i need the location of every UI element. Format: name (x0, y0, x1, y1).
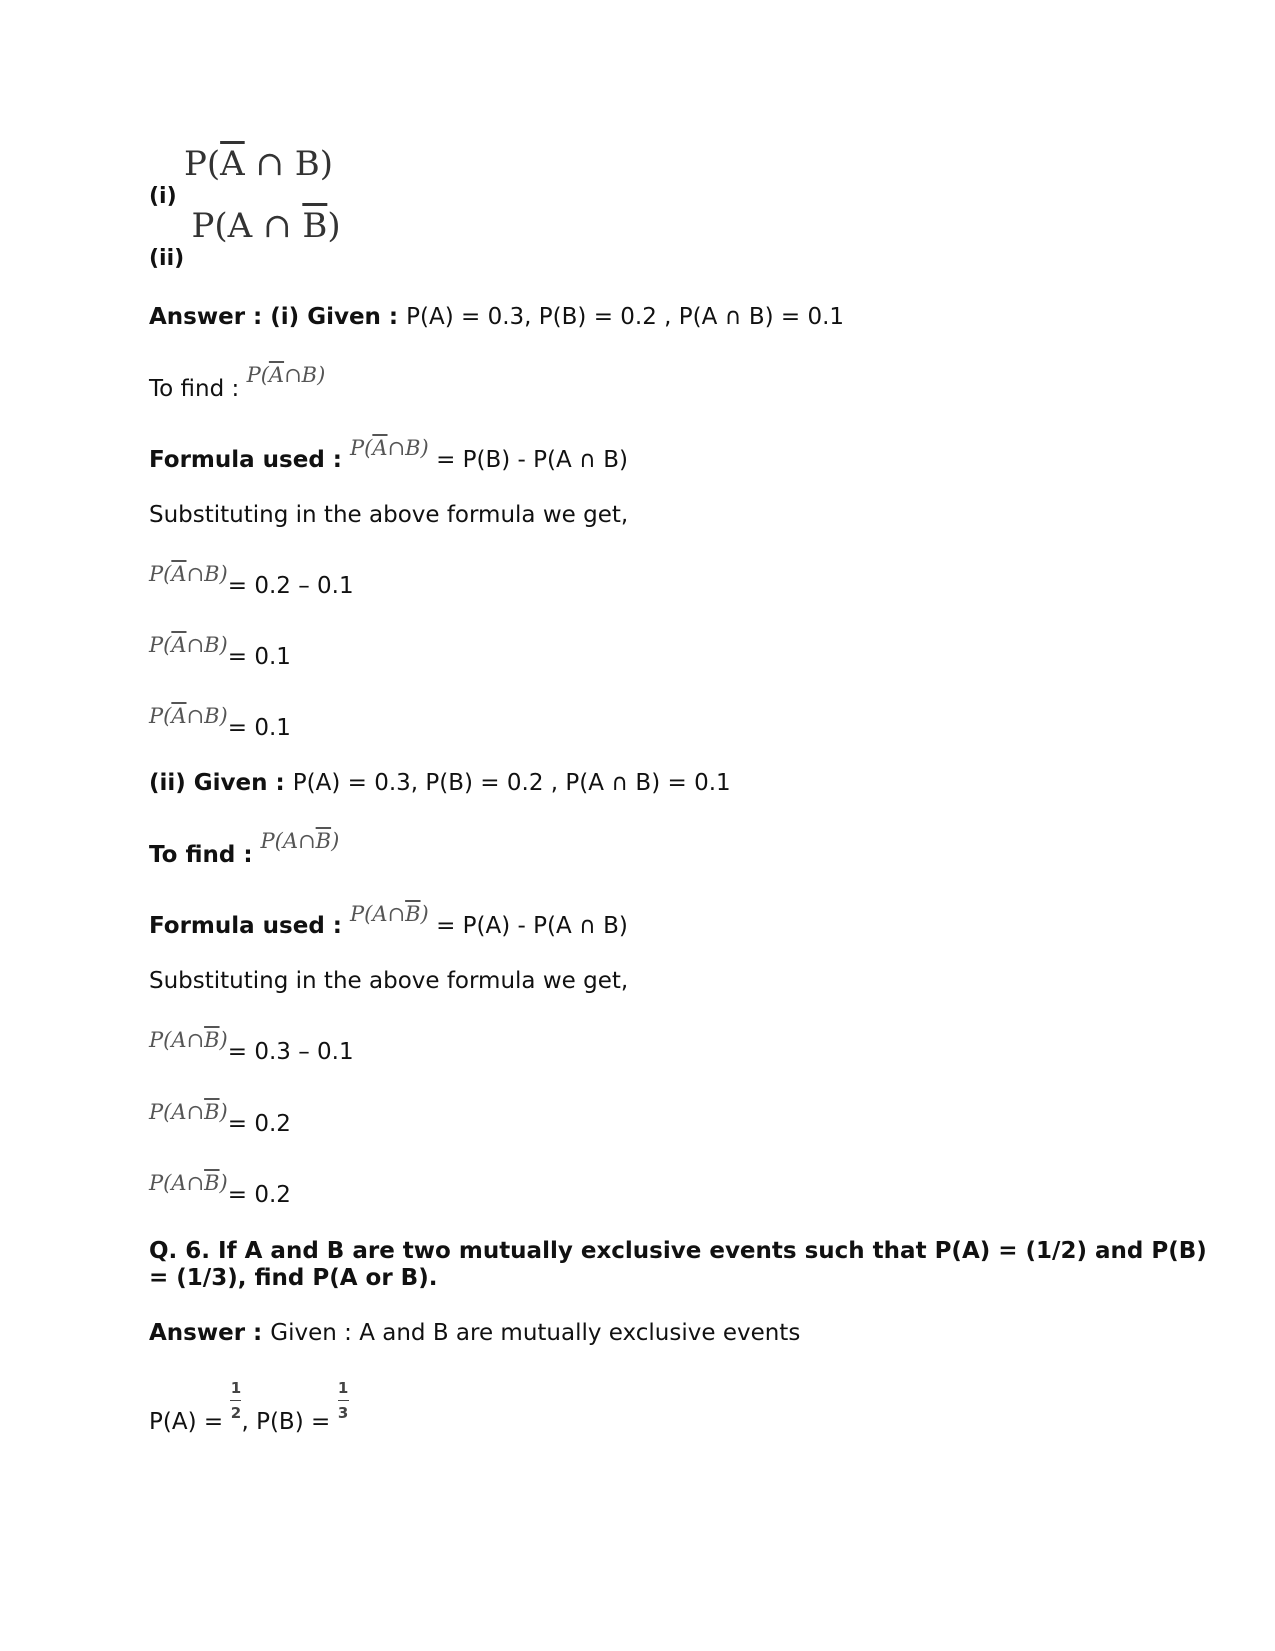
pb-fraction (338, 1379, 349, 1422)
part-ii-heading (149, 206, 341, 271)
given-text: P(A) = 0.3, P(B) = 0.2 , P(A ∩ B) = 0.1 (406, 304, 845, 330)
to-find-expression: $P(\overline{A}\cap B)$ (246, 363, 326, 387)
to-find-label: To find : (149, 842, 261, 868)
pb-numerator: 1 (337, 1379, 349, 1397)
step-value: = 0.1 (227, 715, 291, 741)
step-expression: $P(\overline{A}\cap B)$ (149, 562, 228, 586)
part-ii-substituting: Substituting in the above formula we get, (149, 968, 629, 994)
part-ii-given (149, 769, 731, 797)
question-6-line-2: = (1/3), find P(A or B). (149, 1265, 438, 1291)
part-ii-step-3 (149, 1171, 291, 1209)
part-ii-expression: P(A ∩ $\overline{B}$) (191, 206, 341, 246)
to-find-label: To find : (149, 376, 247, 402)
formula-expression: $P(A\cap\overline{B})$ (350, 902, 429, 926)
formula-rhs: = P(A) - P(A ∩ B) (436, 913, 628, 939)
part-i-heading (149, 144, 334, 209)
part-i-formula (149, 436, 628, 474)
formula-rhs: = P(B) - P(A ∩ B) (436, 447, 628, 473)
step-value: = 0.2 – 0.1 (227, 573, 354, 599)
part-i-step-2 (149, 633, 291, 671)
pa-denominator: 2 (230, 1404, 242, 1422)
q6-probabilities (149, 1379, 349, 1436)
q6-answer (149, 1319, 800, 1347)
step-expression: $P(\overline{A}\cap B)$ (149, 704, 228, 728)
step-value: = 0.2 (227, 1182, 291, 1208)
pb-denominator: 3 (337, 1404, 349, 1422)
step-expression: $P(\overline{A}\cap B)$ (149, 633, 228, 657)
answer-label: Answer : (149, 304, 271, 330)
pa-text: P(A) = (149, 1409, 231, 1435)
part-i-label: (i) (149, 184, 177, 209)
question-6-line-1: Q. 6. If A and B are two mutually exclusive events such that P(A) = (1/2) and P(B) (149, 1238, 1207, 1264)
formula-expression: $P(\overline{A}\cap B)$ (350, 436, 429, 460)
part-ii-label: (ii) (149, 246, 185, 271)
part-i-to-find (149, 363, 326, 403)
answer-text: Given : A and B are mutually exclusive events (270, 1320, 801, 1346)
formula-label: Formula used : (149, 913, 351, 939)
given-text: P(A) = 0.3, P(B) = 0.2 , P(A ∩ B) = 0.1 (292, 770, 731, 796)
step-value: = 0.1 (227, 644, 291, 670)
step-expression: $P(A\cap\overline{B})$ (149, 1100, 228, 1124)
part-ii-to-find (149, 829, 340, 869)
answer-label: Answer : (149, 1320, 271, 1346)
pa-numerator: 1 (230, 1379, 242, 1397)
part-ii-step-1 (149, 1028, 354, 1066)
step-expression: $P(A\cap\overline{B})$ (149, 1171, 228, 1195)
to-find-expression: $P(A\cap\overline{B})$ (260, 829, 340, 853)
answer-i-given (149, 303, 844, 331)
part-i-substituting: Substituting in the above formula we get, (149, 502, 629, 528)
part-i-step-3 (149, 704, 291, 742)
separator-text: , P(B) = (241, 1409, 338, 1435)
formula-label: Formula used : (149, 447, 351, 473)
part-i-step-1 (149, 562, 354, 600)
part-ii-formula (149, 902, 628, 940)
pa-fraction (230, 1379, 241, 1422)
given-label: (ii) Given : (149, 770, 293, 796)
step-expression: $P(A\cap\overline{B})$ (149, 1028, 228, 1052)
step-value: = 0.2 (227, 1111, 291, 1137)
step-value: = 0.3 – 0.1 (227, 1039, 354, 1065)
part-ii-step-2 (149, 1100, 291, 1138)
given-label: (i) Given : (270, 304, 407, 330)
part-i-expression: $P(\overline{A}$ ∩ B) (183, 144, 334, 184)
